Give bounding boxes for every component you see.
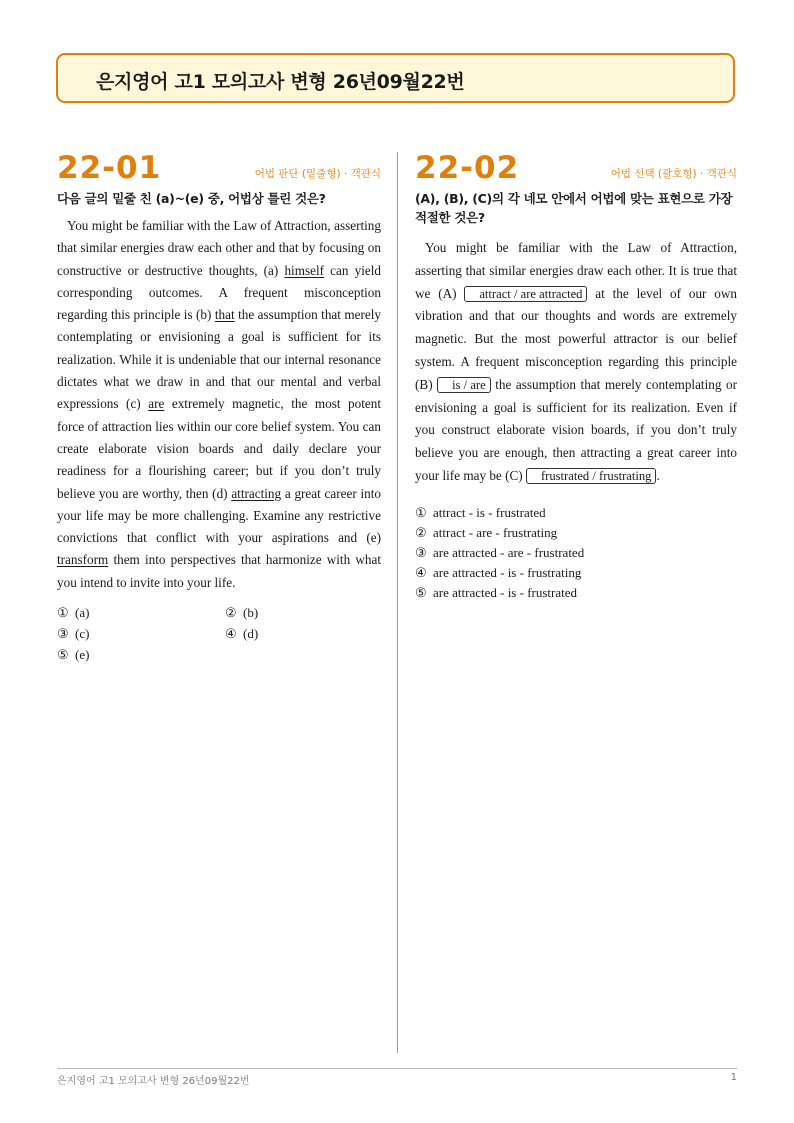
choice-number: ① xyxy=(415,504,427,520)
passage-text: You might be familiar with the Law of Attraction, asserting that similar energies draw each other. It is true that we (A) xyxy=(415,240,737,301)
choice-number: ③ xyxy=(57,626,69,642)
choice-number: ④ xyxy=(415,564,427,580)
passage xyxy=(415,237,737,488)
choice-text: are attracted - are - frustrated xyxy=(433,544,585,560)
question-prompt: (A), (B), (C)의 각 네모 안에서 어법에 맞는 표현으로 가장 적절한 것은? xyxy=(415,191,733,225)
question-number: 22-02 xyxy=(415,150,520,186)
choice-1[interactable] xyxy=(57,604,225,621)
choice-text: attract - is - frustrated xyxy=(433,504,546,520)
passage-text: a great career into your life may be more challenging. Examine any restrictive convictions that conflict with your aspirations and (e) xyxy=(57,485,382,546)
page-title: 은지영어 고1 모의고사 변형 26년09월22번 xyxy=(96,71,465,93)
choice-5[interactable] xyxy=(415,584,737,601)
question-22-02 xyxy=(415,150,737,604)
passage xyxy=(57,215,381,594)
choice-4[interactable] xyxy=(225,625,375,642)
passage-text: extremely magnetic, the most potent force of attraction lies within our core belief system. You can create elaborate vision boards and daily declare your readiness for a flourishing career; but if you don’t truly believe you are worthy, then (d) xyxy=(57,396,382,501)
choice-3[interactable] xyxy=(415,544,737,561)
passage-text: at the level of our own vibration and that our thoughts and words are extremely magnetic. But the most powerful attractor is our belief system. A frequent misconception regarding this principle (B) xyxy=(415,285,737,392)
question-type: 어법 선택 (괄호형) · 객관식 xyxy=(610,168,737,180)
choice-text: (c) xyxy=(75,626,90,642)
choice-number: ② xyxy=(415,524,427,540)
passage-text: the assumption that merely contemplating or envisioning a goal is sufficient for its realization. Even if you construct elaborate vision boards, if you don’t truly believe you are enough, then attracting a great career into your life may be (C) xyxy=(415,376,737,483)
choice-3[interactable] xyxy=(57,625,225,642)
choice-text: are attracted - is - frustrated xyxy=(433,584,578,600)
answer-choices xyxy=(415,504,737,601)
choice-4[interactable] xyxy=(415,564,737,581)
footer-divider xyxy=(57,1068,737,1069)
underlined-e: transform xyxy=(57,552,109,568)
underlined-a: himself xyxy=(284,262,325,278)
question-prompt: 다음 글의 밑줄 친 (a)~(e) 중, 어법상 틀린 것은? xyxy=(57,191,326,206)
choice-number: ② xyxy=(225,605,237,621)
choice-number: ③ xyxy=(415,544,427,560)
choice-text: (a) xyxy=(75,605,90,621)
bracket-box-b: is / are xyxy=(437,377,491,393)
column-divider xyxy=(397,152,398,1053)
question-type: 어법 판단 (밑줄형) · 객관식 xyxy=(254,168,381,180)
question-22-01 xyxy=(57,150,381,663)
passage-text: You might be familiar with the Law of Attraction, asserting that similar energies draw each other and that by focusing on constructive or destructive thoughts, (a) xyxy=(57,218,381,278)
passage-text: them into perspectives that harmonize with what you intend to invite into your life. xyxy=(57,552,381,590)
underlined-b: that xyxy=(214,307,235,323)
choice-2[interactable] xyxy=(225,604,375,621)
bracket-box-c: frustrated / frustrating xyxy=(526,468,657,484)
footer-title: 은지영어 고1 모의고사 변형 26년09월22번 xyxy=(57,1076,250,1087)
choice-2[interactable] xyxy=(415,524,737,541)
choice-text: attract - are - frustrating xyxy=(433,524,558,540)
choice-5[interactable] xyxy=(57,646,225,663)
choice-text: (e) xyxy=(75,647,90,663)
passage-text: the assumption that merely contemplating or envisioning a goal is sufficient for its realization. While it is undeniable that our internal resonance dictates what we draw in and that our mental and verbal expressions (c) xyxy=(57,307,381,412)
header-banner xyxy=(56,53,735,103)
bracket-box-a: attract / are attracted xyxy=(464,286,587,302)
underlined-d: attracting xyxy=(231,485,282,501)
choice-number: ⑤ xyxy=(415,584,427,600)
choice-number: ① xyxy=(57,605,69,621)
choice-text: are attracted - is - frustrating xyxy=(433,564,582,580)
passage-text: can yield corresponding outcomes. A frequent misconception regarding this principle is (b) xyxy=(57,262,382,323)
choice-number: ④ xyxy=(225,626,237,642)
question-number: 22-01 xyxy=(57,150,162,186)
choice-1[interactable] xyxy=(415,504,737,521)
choice-number: ⑤ xyxy=(57,647,69,663)
underlined-c: are xyxy=(148,396,165,412)
choice-text: (d) xyxy=(243,626,259,642)
page-number: 1 xyxy=(730,1072,737,1083)
answer-choices xyxy=(57,604,381,663)
passage-text: . xyxy=(656,467,660,483)
choice-text: (b) xyxy=(243,605,259,621)
